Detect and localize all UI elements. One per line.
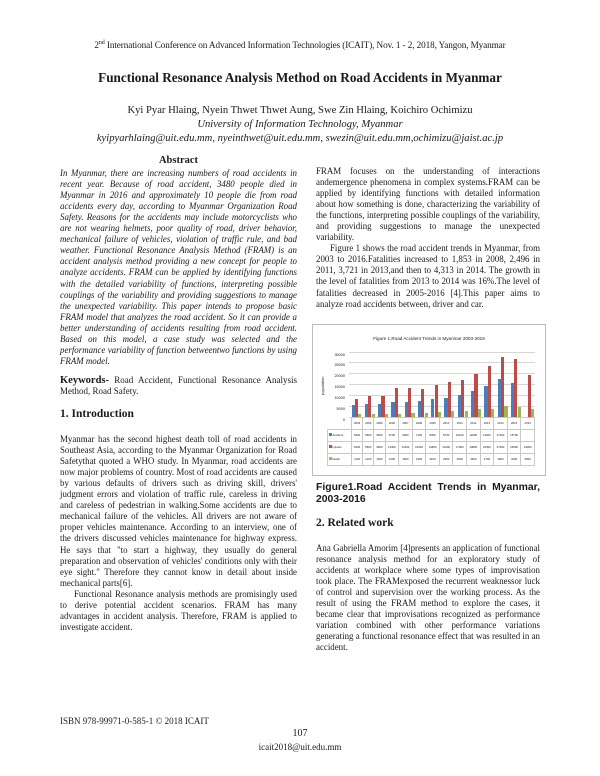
chart-table-cell: 19000 — [521, 441, 535, 453]
conference-ordinal-suffix: nd — [98, 40, 105, 46]
abstract-heading: Abstract — [158, 155, 199, 166]
chart-table-cell — [521, 429, 535, 441]
chart-bar-group — [402, 352, 415, 417]
intro-paragraph-1: Myanmar has the second highest death toll of road accidents in Southeast Asia, according to the Myanmar Organization for Road Safetythat quoted a WHO study. In Myanmar, road accidents are now major problems of country. Most of road accidents are caused by various defaults of drivers such as driving skill, drivers' judgment errors and violation of traffic rule, careless in driving and careless of pedestrian in walking.Some accidents are due to mechanical failure of the vehicles. All drivers are not aware of proper vehicles maintenance. According to an interview, one of the drivers discussed vehicles maintenance for highway express. He says that "to start a highway, they usually do general preparation and observation of vehicles' conditions only with their eye sight." Therefore they cannot know in detail about inside mechanical parts[6]. — [60, 434, 297, 588]
chart-table-cell: 1200 — [363, 453, 374, 465]
chart-table-row: Accident 5300 5900 5600 6700 6900 7100 8300 8700 10100 11800 14000 17400 15700 — [328, 429, 535, 441]
chart-x-tick: 2005 — [374, 417, 385, 429]
author-list: Kyi Pyar Hlaing, Nyein Thwet Thwet Aung, Swe Zin Hlaing, Koichiro Ochimizu — [127, 105, 473, 116]
chart-y-tick: 20000 — [334, 374, 345, 379]
chart-data-table — [327, 417, 535, 466]
chart-x-tick: 2014 — [494, 417, 508, 429]
chart-table-cell: 1300 — [374, 453, 385, 465]
intro-paragraph-4: Figure 1 shows the road accident trends in Myanmar, from 2003 to 2016.Fatalities increased to 1,853 in 2008, 2,496 in 2011, 3,721 in 2013,and then to 4,313 in 2014. The growth in the level of fatalities from 2013 to 2014 was 16%.The level of fatalities decreased in 2005-2016 [4].This paper aims to analyze road accidents between, driver and car. — [316, 243, 540, 309]
chart-bar-group — [469, 352, 482, 417]
footer-email: icait2018@uit.edu.mm — [258, 742, 342, 752]
chart-x-tick: 2010 — [439, 417, 453, 429]
chart-y-axis-label: population — [320, 376, 325, 395]
intro-paragraph-2: Functional Resonance analysis methods are promisingly used to derive potential accident scenarios. FRAM has many advantages in accident analysis. Therefore, FRAM is applied to investigate accident. — [60, 588, 297, 632]
chart-table-cell: 2500 — [453, 453, 467, 465]
conference-ordinal: 2 — [94, 40, 99, 51]
chart-bar-death — [491, 409, 494, 417]
intro-paragraph-3: FRAM focuses on the understanding of interactions andemergence phenomena in complex systems.FRAM can be applied by identifying functions with detailed information about how something is done, characterizing the variability of the functions, interpreting possible couplings of the variability, and providing suggestions to manage the unexpected variability. — [316, 166, 540, 243]
chart-table-cell: 26500 — [507, 441, 521, 453]
chart-table-cell: 14800 — [426, 441, 440, 453]
affiliation: University of Information Technology, Myanmar — [197, 119, 403, 130]
chart-x-tick: 2003 — [352, 417, 363, 429]
chart-table-cell: 13100 — [399, 441, 413, 453]
chart-bar-group — [389, 352, 402, 417]
chart-table-cell: 1600 — [399, 453, 413, 465]
chart-table-cell: 5600 — [374, 429, 385, 441]
chart-table-cell: 4400 — [507, 453, 521, 465]
chart-bar-death — [531, 409, 534, 417]
chart-table-row: Injuries 8100 9500 9600 13300 13100 12600 14800 16100 17000 19800 23300 27600 26500 19000 — [328, 441, 535, 453]
figure-caption: Figure1.Road Accident Trends in Myanmar, 2003-2016 — [316, 481, 540, 505]
chart-bar-group — [495, 352, 508, 417]
chart-x-tick: 2007 — [399, 417, 413, 429]
chart-table-row: Death 1100 1200 1300 1400 1600 1900 2100 2500 2500 3300 3700 4900 4400 3500 — [328, 453, 535, 465]
chart-x-tick: 2011 — [453, 417, 467, 429]
chart-table-cell: 17000 — [453, 441, 467, 453]
chart-table-cell: 3300 — [467, 453, 481, 465]
author-block — [0, 104, 600, 146]
chart-bars — [349, 352, 535, 417]
chart-x-tick: 2009 — [426, 417, 440, 429]
chart-table-cell: 16100 — [439, 441, 453, 453]
footer-isbn: ISBN 978-99971-0-585-1 © 2018 ICAIT — [60, 716, 209, 726]
left-column — [60, 155, 297, 633]
chart-table-cell: 15700 — [507, 429, 521, 441]
chart-bar-death — [518, 407, 521, 417]
chart-table-cell: 12600 — [412, 441, 426, 453]
chart-bar-group — [362, 352, 375, 417]
chart-x-tick: 2015 — [507, 417, 521, 429]
chart-bar-death — [504, 406, 507, 417]
chart-table-cell: 4900 — [494, 453, 508, 465]
chart-y-tick: 0 — [342, 417, 345, 422]
author-emails: kyipyarhlaing@uit.edu.mm, nyeinthwet@uit.edu.mm, swezin@uit.edu.mm,ochimizu@jaist.ac.jp — [96, 133, 504, 144]
legend-swatch — [329, 457, 332, 460]
chart-x-tick: 2004 — [363, 417, 374, 429]
chart-table-cell: 8300 — [426, 429, 440, 441]
chart-bar-group — [455, 352, 468, 417]
page-number: 107 — [292, 728, 308, 739]
paper-title: Functional Resonance Analysis Method on Road Accidents in Myanmar — [98, 70, 502, 85]
chart-table-cell: 7100 — [412, 429, 426, 441]
chart-y-tick: 25000 — [334, 363, 345, 368]
chart-table-cell: 9600 — [374, 441, 385, 453]
chart-title: Figure 1.Road Accident Trends in Myanmar 2003-2016 — [373, 335, 485, 341]
chart-bar-group — [376, 352, 389, 417]
chart-x-tick: 2013 — [480, 417, 494, 429]
chart-bar-group — [349, 352, 362, 417]
keywords-label: Keywords- — [60, 374, 109, 386]
chart-table-cell: 3700 — [480, 453, 494, 465]
conference-name: International Conference on Advanced Information Technologies (ICAIT), Nov. 1 - 2, 2018, Yangon, Myanmar — [104, 40, 506, 51]
figure-1-chart — [312, 324, 546, 476]
chart-x-tick: 2016 — [521, 417, 535, 429]
chart-table-cell: 5900 — [363, 429, 374, 441]
chart-y-tick: 15000 — [334, 385, 345, 390]
chart-y-tick: 10000 — [334, 395, 345, 400]
chart-x-tick: 2006 — [385, 417, 399, 429]
chart-y-tick: 30000 — [334, 352, 345, 357]
chart-table-cell: 1900 — [412, 453, 426, 465]
chart-table-cell: 17400 — [494, 429, 508, 441]
chart-bar-group — [415, 352, 428, 417]
keywords-text: Road Accident, Functional Resonance Analysis Method, Road Safety. — [60, 374, 297, 396]
chart-table-cell: 6700 — [385, 429, 399, 441]
legend-swatch — [329, 445, 332, 448]
chart-bar-injuries — [395, 388, 398, 417]
chart-bar-group — [429, 352, 442, 417]
legend-swatch — [329, 433, 332, 436]
chart-table-cell: 23300 — [480, 441, 494, 453]
chart-table-cell: 19800 — [467, 441, 481, 453]
chart-table-cell: 8100 — [352, 441, 363, 453]
chart-bar-group — [508, 352, 521, 417]
abstract-text: In Myanmar, there are increasing numbers of road accidents in recent year. Because of road accident, 3480 people died in Myanmar in 2016 and approximately 10 people die from road accidents every day, according to Myanmar Organization Road Safety. Reasons for the accidents may include motorcyclists who are not wearing helmets, poor quality of road, driver behavior, mechanical failure of vehicles, violation of traffic rule, and bad weather. Functional Resonance Analysis Method (FRAM) is an accident analysis method providing a new concept for people to analyze accidents. FRAM can be applied by identifying functions with the detailed variability of functions, interpreting possible couplings of the variability and providing suggestions to manage the unexpected variability. This paper intends to propose basic FRAM model that analyzes the road accident. So it can provide a better understanding of accidents resulting from road accident. Based on this model, a case study was selected and the performance variability of function betweentwo functions by using FRAM model. — [60, 168, 297, 366]
chart-bar-group — [442, 352, 455, 417]
chart-table-cell: 5300 — [352, 429, 363, 441]
related-work-heading: 2. Related work — [316, 516, 394, 529]
related-work-paragraph: Ana Gabriella Amorim [4]presents an application of functional resonance analysis method for an exploratory study of accidents at workplace where some types of improvisation took place. The FRAMexposed the recurrent weaknessor luck of control and supervision over the working process. As the result of using the FRAM method to explore the cases, it became clear that improvisations recognized as performance variation combined with other performance variations generating a functional resonance effect that was resulted in an accident. — [316, 542, 540, 653]
chart-table-cell: 13300 — [385, 441, 399, 453]
chart-table-cell: 8700 — [439, 429, 453, 441]
chart-table-cell: 9500 — [363, 441, 374, 453]
chart-table-cell: 1100 — [352, 453, 363, 465]
chart-x-tick: 2012 — [467, 417, 481, 429]
chart-plot-area — [334, 352, 535, 422]
chart-bar-death — [478, 409, 481, 416]
chart-bar-group — [482, 352, 495, 417]
chart-table-cell: 1400 — [385, 453, 399, 465]
introduction-heading: 1. Introduction — [60, 407, 134, 420]
chart-table-cell: 10100 — [453, 429, 467, 441]
conference-header — [0, 40, 600, 50]
chart-table-cell: 27600 — [494, 441, 508, 453]
chart-table-cell: 11800 — [467, 429, 481, 441]
chart-table-cell: 14000 — [480, 429, 494, 441]
chart-table-cell: 2100 — [426, 453, 440, 465]
chart-bar-group — [522, 352, 535, 417]
keywords — [60, 375, 297, 397]
chart-table-cell: 2500 — [439, 453, 453, 465]
chart-table-cell: 3500 — [521, 453, 535, 465]
chart-x-tick: 2008 — [412, 417, 426, 429]
right-column — [316, 166, 540, 653]
chart-table-cell: 6900 — [399, 429, 413, 441]
chart-y-tick: 5000 — [336, 406, 345, 411]
